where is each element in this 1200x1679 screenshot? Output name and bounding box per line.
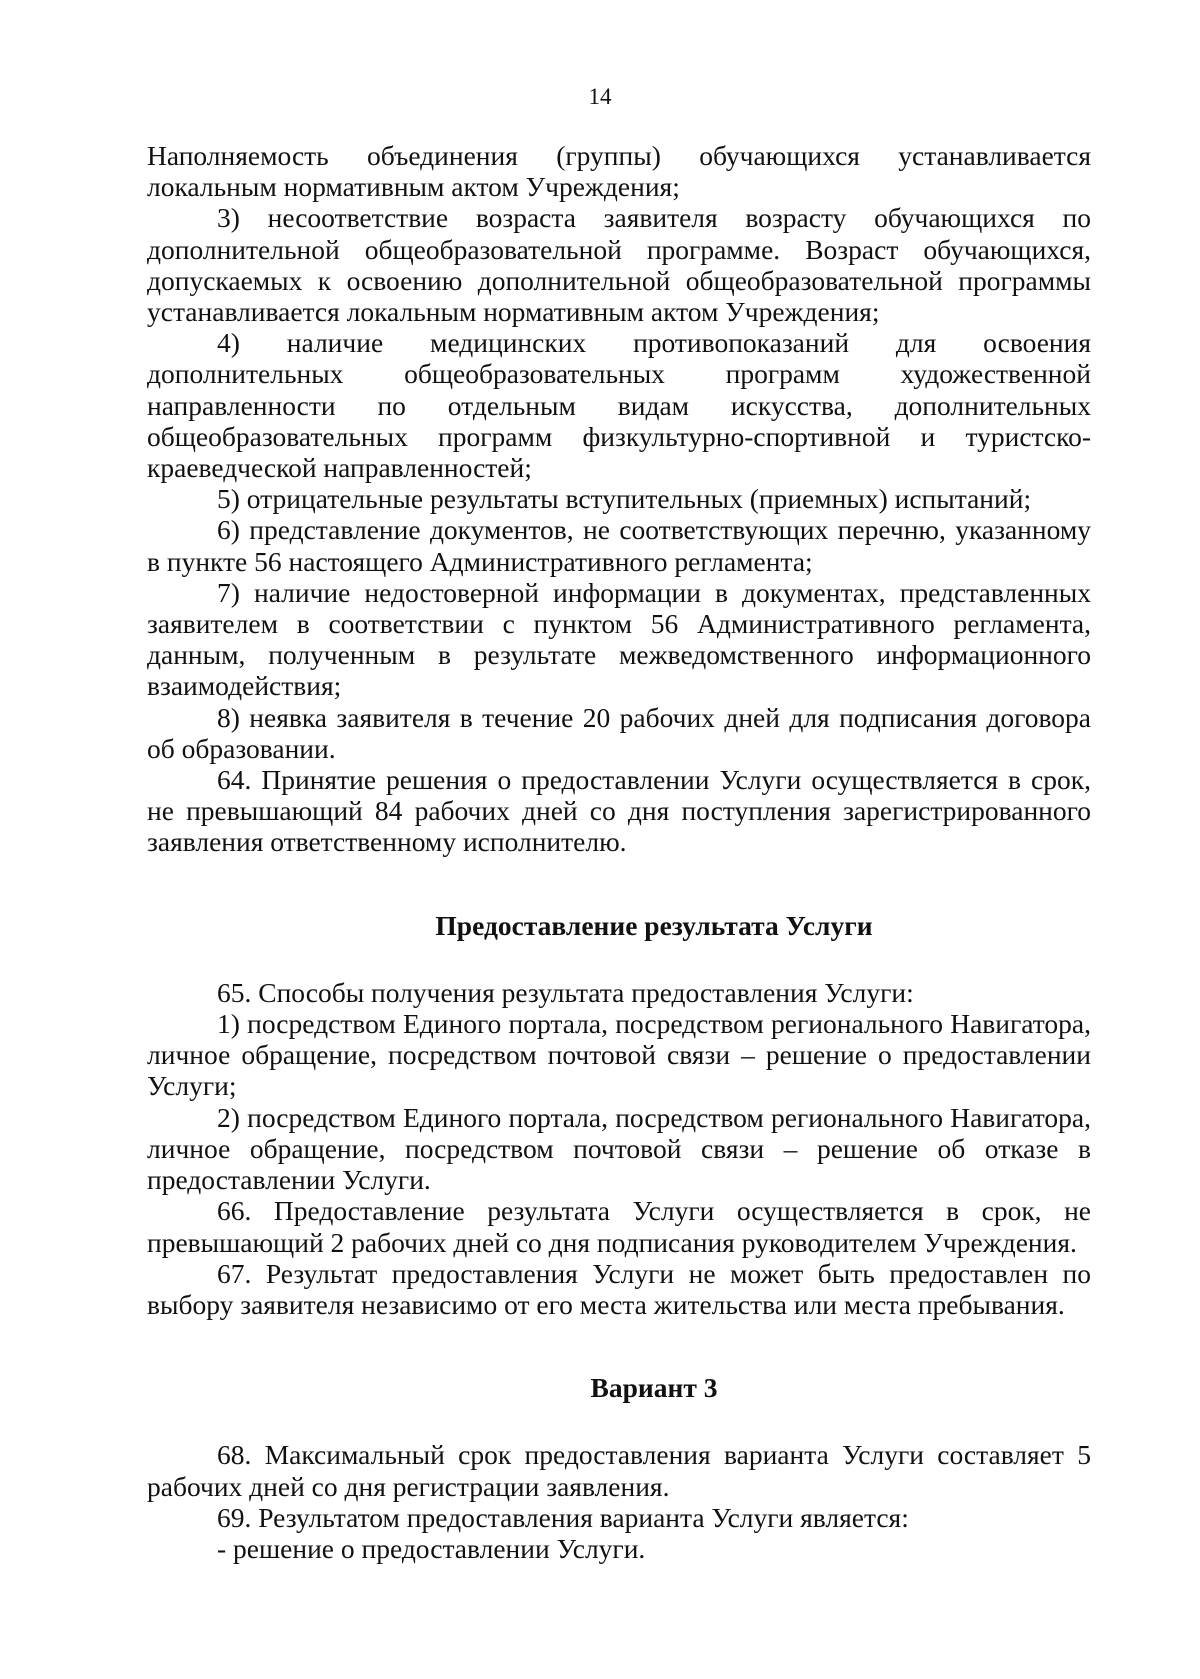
section-a: [147, 140, 1091, 858]
paragraph: - решение о предоставлении Услуги.: [217, 1532, 646, 1564]
paragraph: 7) наличие недостоверной информации в документах, представленных заявителем в соответствии с пунктом 56 Административного регламента, данным, полученным в результате межведомственного информационного взаимодействия;: [147, 576, 1091, 702]
page-number: 14: [588, 84, 612, 109]
paragraph: 2) посредством Единого портала, посредством регионального Навигатора, личное обращение, посредством почтовой связи – решение об отказе в предоставлении Услуги.: [147, 1101, 1091, 1196]
paragraph: 67. Результат предоставления Услуги не может быть предоставлен по выбору заявителя независимо от его места жительства или места пребывания.: [147, 1257, 1091, 1320]
section-heading-result: Предоставление результата Услуги: [435, 909, 873, 941]
section-c: [147, 1439, 1091, 1564]
spacer: [147, 941, 1091, 977]
paragraph: 64. Принятие решения о предоставлении Услуги осуществляется в срок, не превышающий 84 рабочих дней со дня поступления зарегистрированного заявления ответственному исполнителю.: [147, 764, 1091, 858]
paragraph: 4) наличие медицинских противопоказаний для освоения дополнительных общеобразовательных программ художественной направленности по отдельным видам искусства, дополнительных общеобразовательных программ физкультурно-спортивной и туристско-краеведческой направленностей;: [147, 327, 1091, 484]
document-body: [147, 140, 1091, 1564]
paragraph: 6) представление документов, не соответствующих перечню, указанному в пункте 56 настоящего Административного регламента;: [147, 514, 1091, 577]
paragraph: 68. Максимальный срок предоставления варианта Услуги составляет 5 рабочих дней со дня регистрации заявления.: [147, 1439, 1091, 1502]
section-heading-variant: Вариант 3: [590, 1372, 718, 1404]
spacer: [147, 1403, 1091, 1439]
spacer: [147, 858, 1091, 910]
section-b: [147, 977, 1091, 1320]
paragraph: 65. Способы получения результата предоставления Услуги:: [217, 976, 914, 1008]
paragraph: 69. Результатом предоставления варианта Услуги является:: [217, 1501, 909, 1533]
paragraph: 1) посредством Единого портала, посредством регионального Навигатора, личное обращение, посредством почтовой связи – решение о предоставлении Услуги;: [147, 1008, 1091, 1102]
paragraph: 8) неявка заявителя в течение 20 рабочих дней для подписания договора об образовании.: [147, 701, 1091, 764]
spacer: [147, 1320, 1091, 1372]
paragraph: 5) отрицательные результаты вступительных (приемных) испытаний;: [217, 483, 1032, 515]
paragraph: Наполняемость объединения (группы) обучающихся устанавливается локальным нормативным актом Учреждения;: [147, 140, 1091, 203]
paragraph: 66. Предоставление результата Услуги осуществляется в срок, не превышающий 2 рабочих дней со дня подписания руководителем Учреждения.: [147, 1195, 1091, 1258]
paragraph: 3) несоответствие возраста заявителя возрасту обучающихся по дополнительной общеобразовательной программе. Возраст обучающихся, допускаемых к освоению дополнительной общеобразовательной программы устанавливается локальным нормативным актом Учреждения;: [147, 202, 1091, 328]
